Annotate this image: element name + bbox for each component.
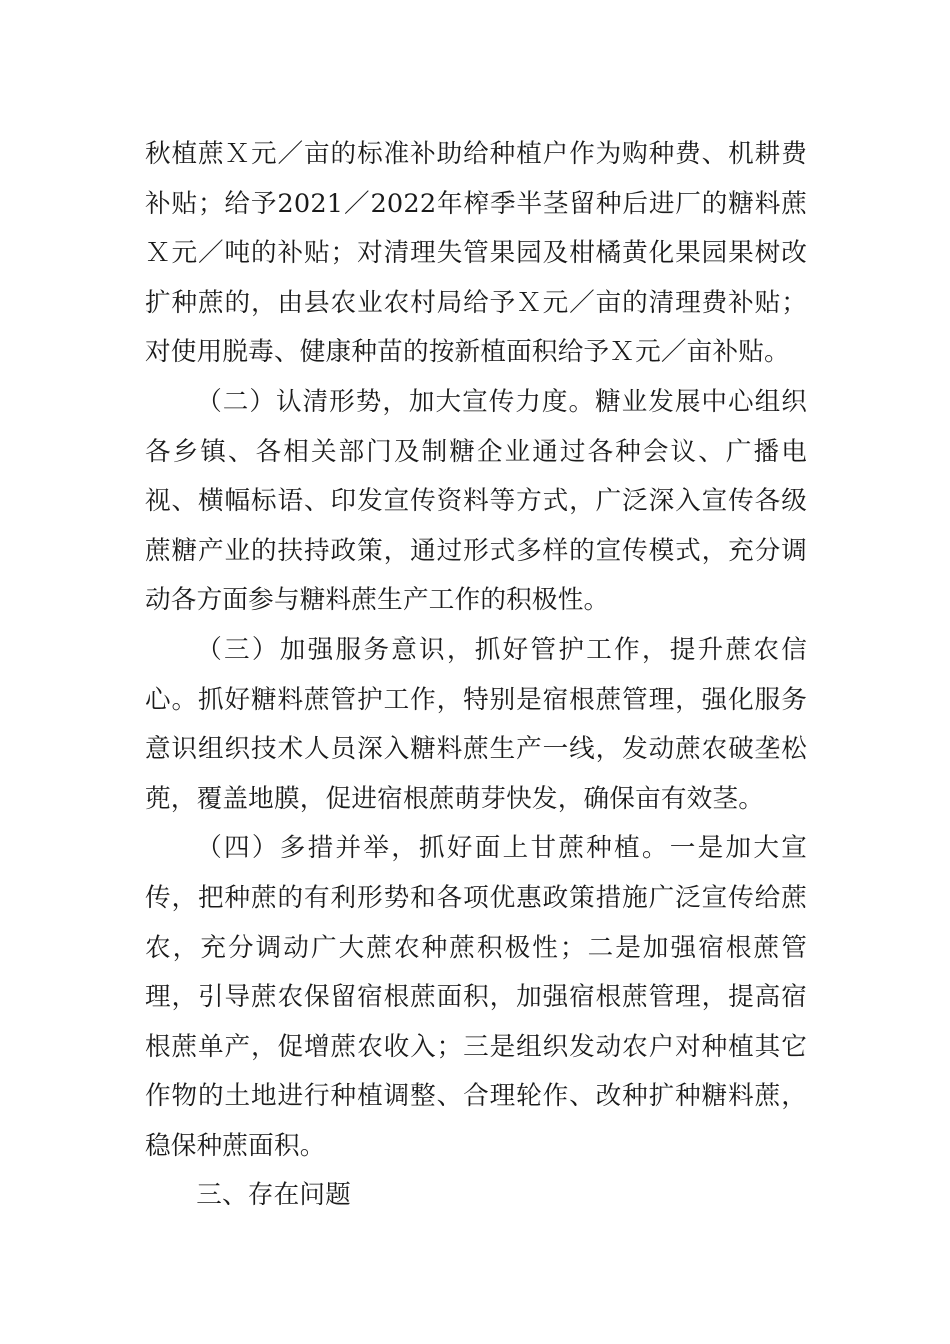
paragraph-measures: （四）多措并举，抓好面上甘蔗种植。一是加大宣传，把种蔗的有利形势和各项优惠政策措施广泛宣传给蔗农，充分调动广大蔗农种蔗积极性；二是加强宿根蔗管理，引导蔗农保留宿根蔗面积，加强宿根蔗管理，提高宿根蔗单产，促增蔗农收入；三是组织发动农户对种植其它作物的土地进行种植调整、合理轮作、改种扩种糖料蔗，稳保种蔗面积。 (145, 833, 807, 1161)
paragraph-publicity: （二）认清形势，加大宣传力度。糖业发展中心组织各乡镇、各相关部门及制糖企业通过各种会议、广播电视、横幅标语、印发宣传资料等方式，广泛深入宣传各级蔗糖产业的扶持政策，通过形式多样的宣传模式，充分调动各方面参与糖料蔗生产工作的积极性。 (145, 386, 807, 616)
section-heading-problems: 三、存在问题 (196, 1180, 351, 1211)
paragraph-service: （三）加强服务意识，抓好管护工作，提升蔗农信心。抓好糖料蔗管护工作，特别是宿根蔗管理，强化服务意识组织技术人员深入糖料蔗生产一线，发动蔗农破垄松蔸，覆盖地膜，促进宿根蔗萌芽快发，确保亩有效茎。 (145, 634, 807, 814)
document-body (145, 130, 807, 1221)
paragraph-subsidy-continued: 秋植蔗Ｘ元／亩的标准补助给种植户作为购种费、机耕费补贴；给予2021／2022年榨季半茎留种后进厂的糖料蔗Ｘ元／吨的补贴；对清理失管果园及柑橘黄化果园果树改扩种蔗的，由县农业农村局给予Ｘ元／亩的清理费补贴；对使用脱毒、健康种苗的按新植面积给予Ｘ元／亩补贴。 (145, 139, 807, 368)
